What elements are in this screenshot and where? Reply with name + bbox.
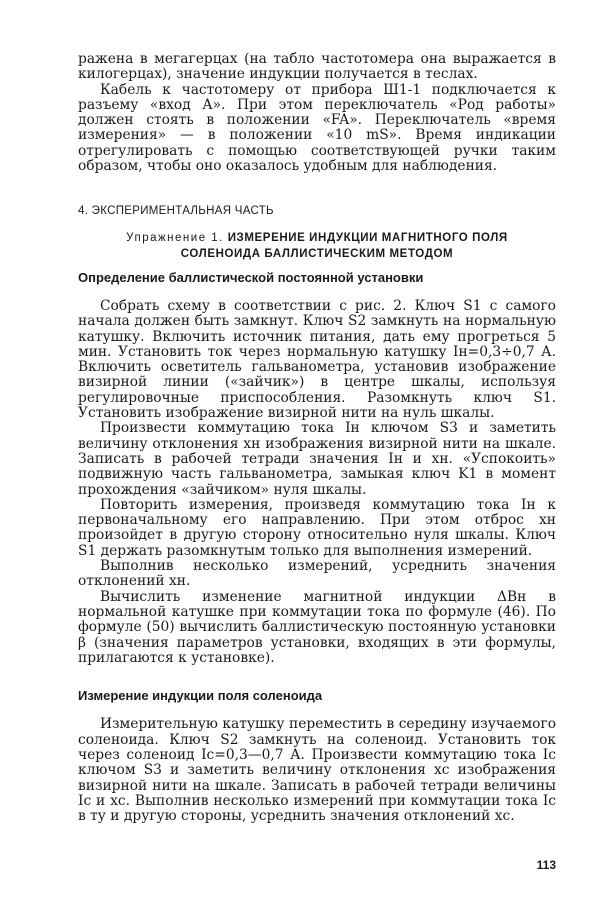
part1-paragraph-1: Собрать схему в соответствии с рис. 2. Ключ S1 с самого начала должен быть замкнут. Ключ S2 замкнуть на нормальную катушку. Включить источник питания, дать ему прогреться 5 мин. Установить ток через нормальную катушку Iн=0,3÷0,7 А. Включить осветитель гальванометра, установив изображение визирной линии («зайчик») в центре шкалы, используя регулировочные приспособления. Разомкнуть ключ S1. Установить изображение визирной нити на нуль шкалы.: [78, 297, 556, 422]
exercise-label: Упражнение 1.: [126, 231, 224, 244]
part2-heading: Измерение индукции поля соленоида: [78, 688, 323, 704]
intro-paragraph-2: Кабель к частотомеру от прибора Ш1-1 подключается к разъему «вход А». При этом переключатель «Род работы» должен стоять в положении «FA». Переключатель «время измерения» — в положении «10 mS». Время индикации отрегулировать с помощью соответствующей ручки таким образом, чтобы оно оказалось удобным для наблюдения.: [78, 81, 556, 175]
exercise-title-line-2: СОЛЕНОИДА БАЛЛИСТИЧЕСКИМ МЕТОДОМ: [180, 247, 454, 260]
part2-paragraph-1: Измерительную катушку переместить в середину изучаемого соленоида. Ключ S2 замкнуть на соленоид. Установить ток через соленоид Iс=0,3—0,7 А. Произвести коммутацию тока Iс ключом S3 и заметить величину отклонения xс изображения визирной нити на шкале. Записать в рабочей тетради величины Iс и xс. Выполнив несколько измерений при коммутации тока Iс в ту и другую стороны, усреднить значения отклонений xс.: [78, 716, 556, 825]
part1-paragraph-4: Выполнив несколько измерений, усреднить значения отклонений xн.: [78, 558, 556, 590]
exercise-title: [78, 230, 556, 262]
part1-heading: Определение баллистической постоянной установки: [78, 269, 424, 285]
page-body: [78, 52, 556, 824]
section-heading: 4. ЭКСПЕРИМЕНТАЛЬНАЯ ЧАСТЬ: [78, 205, 274, 218]
intro-paragraph-1: ражена в мегагерцах (на табло частотомера она выражается в килогерцах), значение индукции получается в теслах.: [78, 51, 556, 83]
exercise-title-line-1: ИЗМЕРЕНИЕ ИНДУКЦИИ МАГНИТНОГО ПОЛЯ: [227, 231, 508, 244]
page-number: 113: [536, 858, 556, 872]
part1-paragraph-2: Произвести коммутацию тока Iн ключом S3 и заметить величину отклонения xн изображения визирной нити на шкале. Записать в рабочей тетради значения Iн и xн. «Успокоить» подвижную часть гальванометра, замыкая ключ K1 в момент прохождения «зайчиком» нуля шкалы.: [78, 420, 556, 498]
part1-paragraph-5: Вычислить изменение магнитной индукции ΔBн в нормальной катушке при коммутации тока по формуле (46). По формуле (50) вычислить баллистическую постоянную установки β (значения параметров установки, входящих в эти формулы, прилагаются к установке).: [78, 588, 556, 666]
part1-paragraph-3: Повторить измерения, произведя коммутацию тока Iн к первоначальному его направлению. При этом отброс xн произойдет в другую сторону относительно нуля шкалы. Ключ S1 держать разомкнутым только для выполнения измерений.: [78, 496, 556, 559]
